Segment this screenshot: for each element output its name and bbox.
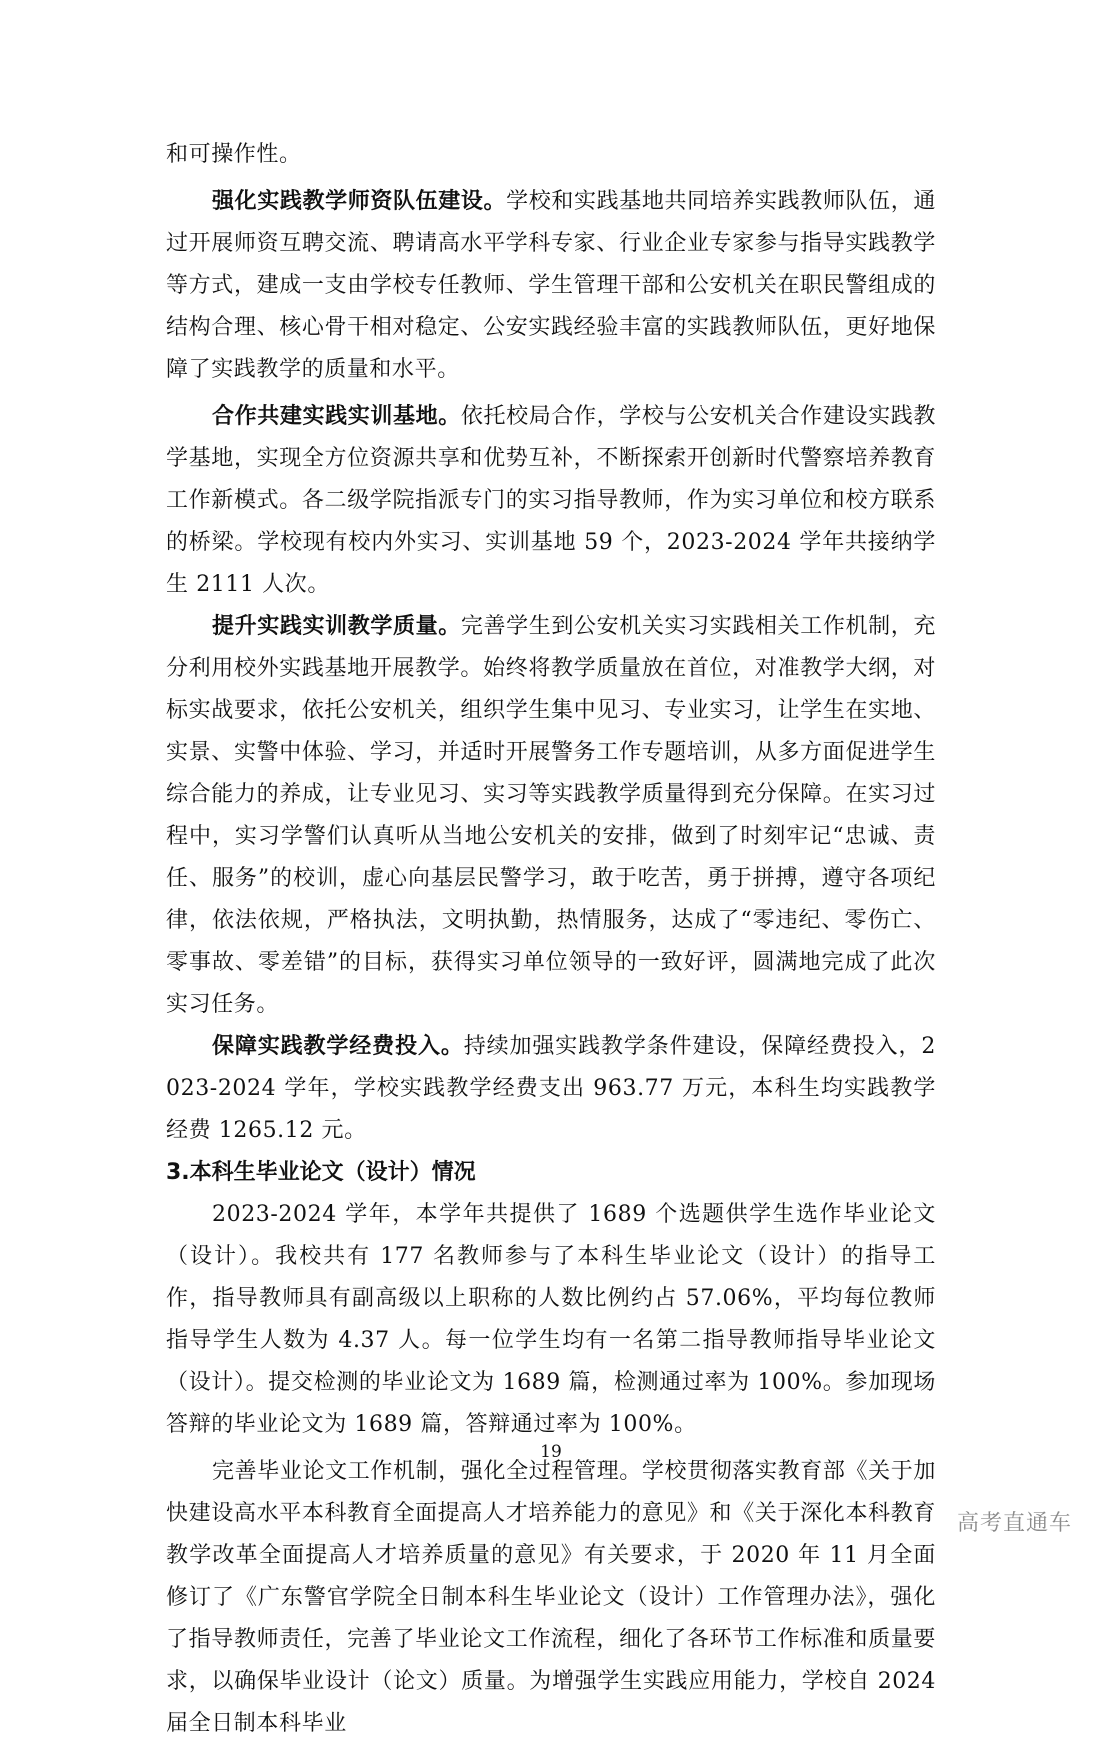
paragraph-training-quality [166,606,936,1026]
paragraph-funding [166,1026,936,1152]
paragraph-text: 学校和实践基地共同培养实践教师队伍，通过开展师资互聘交流、聘请高水平学科专家、行业企业专家参与指导实践教学等方式，建成一支由学校专任教师、学生管理干部和公安机关在职民警组成的结构合理、核心骨干相对稳定、公安实践经验丰富的实践教师队伍，更好地保障了实践教学的质量和水平。 [166,189,936,382]
paragraph-text: 持续加强实践教学条件建设，保障经费投入，2023-2024 学年，学校实践教学经费支出 963.77 万元，本科生均实践教学经费 1265.12 元。 [166,1034,936,1143]
paragraph-continuation [166,134,936,176]
page-number: 19 [540,1442,562,1462]
paragraph-text: 完善毕业论文工作机制，强化全过程管理。学校贯彻落实教育部《关于加快建设高水平本科教育全面提高人才培养能力的意见》和《关于深化本科教育教学改革全面提高人才培养质量的意见》有关要求，于 2020 年 11 月全面修订了《广东警官学院全日制本科生毕业论文（设计）工作管理办法》，强化了指导教师责任，完善了毕业论文工作流程，细化了各环节工作标准和质量要求，以确保毕业设计（论文）质量。为增强学生实践应用能力，学校自 2024 届全日制本科毕业 [166,1459,936,1736]
document-body [166,134,936,1745]
section-heading: 3.本科生毕业论文（设计）情况 [166,1160,476,1185]
paragraph-thesis-stats [166,1194,936,1446]
paragraph-text: 2023-2024 学年，本学年共提供了 1689 个选题供学生选作毕业论文（设计）。我校共有 177 名教师参与了本科生毕业论文（设计）的指导工作，指导教师具有副高级以上职称的人数比例约占 57.06%，平均每位教师指导学生人数为 4.37 人。每一位学生均有一名第二指导教师指导毕业论文（设计）。提交检测的毕业论文为 1689 篇，检测通过率为 100%。参加现场答辩的毕业论文为 1689 篇，答辩通过率为 100%。 [166,1202,936,1437]
paragraph-training-base [166,396,936,606]
paragraph-lead: 提升实践实训教学质量。 [212,614,461,639]
paragraph-text: 和可操作性。 [166,142,302,167]
paragraph-lead: 合作共建实践实训基地。 [212,404,461,429]
paragraph-lead: 强化实践教学师资队伍建设。 [212,189,507,214]
paragraph-lead: 保障实践教学经费投入。 [212,1034,464,1059]
watermark-logo-text: 高考直通车 [956,1511,1072,1536]
paragraph-thesis-mechanism [166,1451,936,1745]
paragraph-teacher-team [166,181,936,391]
paragraph-text: 完善学生到公安机关实习实践相关工作机制，充分利用校外实践基地开展教学。始终将教学质量放在首位，对准教学大纲，对标实战要求，依托公安机关，组织学生集中见习、专业实习，让学生在实地、实景、实警中体验、学习，并适时开展警务工作专题培训，从多方面促进学生综合能力的养成，让专业见习、实习等实践教学质量得到充分保障。在实习过程中，实习学警们认真听从当地公安机关的安排，做到了时刻牢记“忠诚、责任、服务”的校训，虚心向基层民警学习，敢于吃苦，勇于拼搏，遵守各项纪律，依法依规，严格执法，文明执勤，热情服务，达成了“零违纪、零伤亡、零事故、零差错”的目标，获得实习单位领导的一致好评，圆满地完成了此次实习任务。 [166,614,936,1017]
paragraph-text: 依托校局合作，学校与公安机关合作建设实践教学基地，实现全方位资源共享和优势互补，不断探索开创新时代警察培养教育工作新模式。各二级学院指派专门的实习指导教师，作为实习单位和校方联系的桥梁。学校现有校内外实习、实训基地 59 个，2023-2024 学年共接纳学生 2111 人次。 [166,404,936,597]
